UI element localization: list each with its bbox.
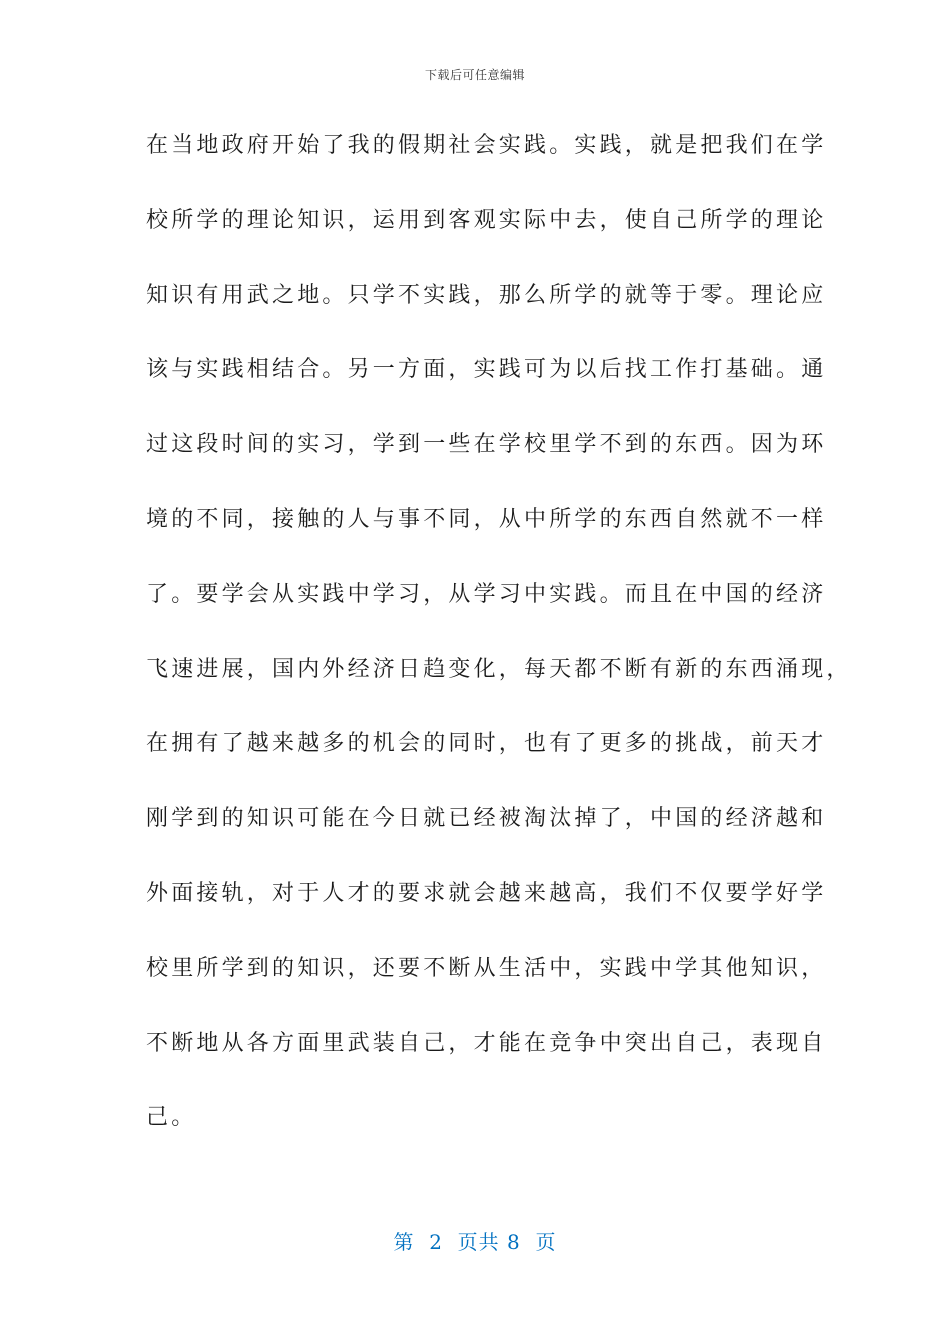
text-line: 校里所学到的知识，还要不断从生活中，实践中学其他知识， [146, 955, 827, 981]
text-line: 飞速进展，国内外经济日趋变化，每天都不断有新的东西涌现， [146, 656, 852, 682]
text-line: 外面接轨，对于人才的要求就会越来越高，我们不仅要学好学 [146, 880, 827, 906]
text-line: 在拥有了越来越多的机会的同时，也有了更多的挑战，前天才 [146, 731, 827, 757]
text-line: 己。 [146, 1105, 197, 1131]
text-line: 不断地从各方面里武装自己，才能在竞争中突出自己，表现自 [146, 1030, 827, 1056]
header-note: 下载后可任意编辑 [424, 68, 525, 82]
text-line: 该与实践相结合。另一方面，实践可为以后找工作打基础。通 [146, 357, 827, 383]
page-number: 第 2 页共 8 页 [393, 1230, 557, 1254]
text-line: 过这段时间的实习，学到一些在学校里学不到的东西。因为环 [146, 432, 827, 458]
text-line: 在当地政府开始了我的假期社会实践。实践，就是把我们在学 [146, 133, 827, 158]
text-line: 了。要学会从实践中学习，从学习中实践。而且在中国的经济 [146, 581, 827, 607]
body-paragraph [146, 126, 852, 1173]
text-line: 境的不同，接触的人与事不同，从中所学的东西自然就不一样 [146, 506, 827, 532]
text-line: 知识有用武之地。只学不实践，那么所学的就等于零。理论应 [146, 282, 827, 308]
text-line: 刚学到的知识可能在今日就已经被淘汰掉了，中国的经济越和 [146, 806, 827, 832]
text-line: 校所学的理论知识，运用到客观实际中去，使自己所学的理论 [146, 207, 827, 233]
